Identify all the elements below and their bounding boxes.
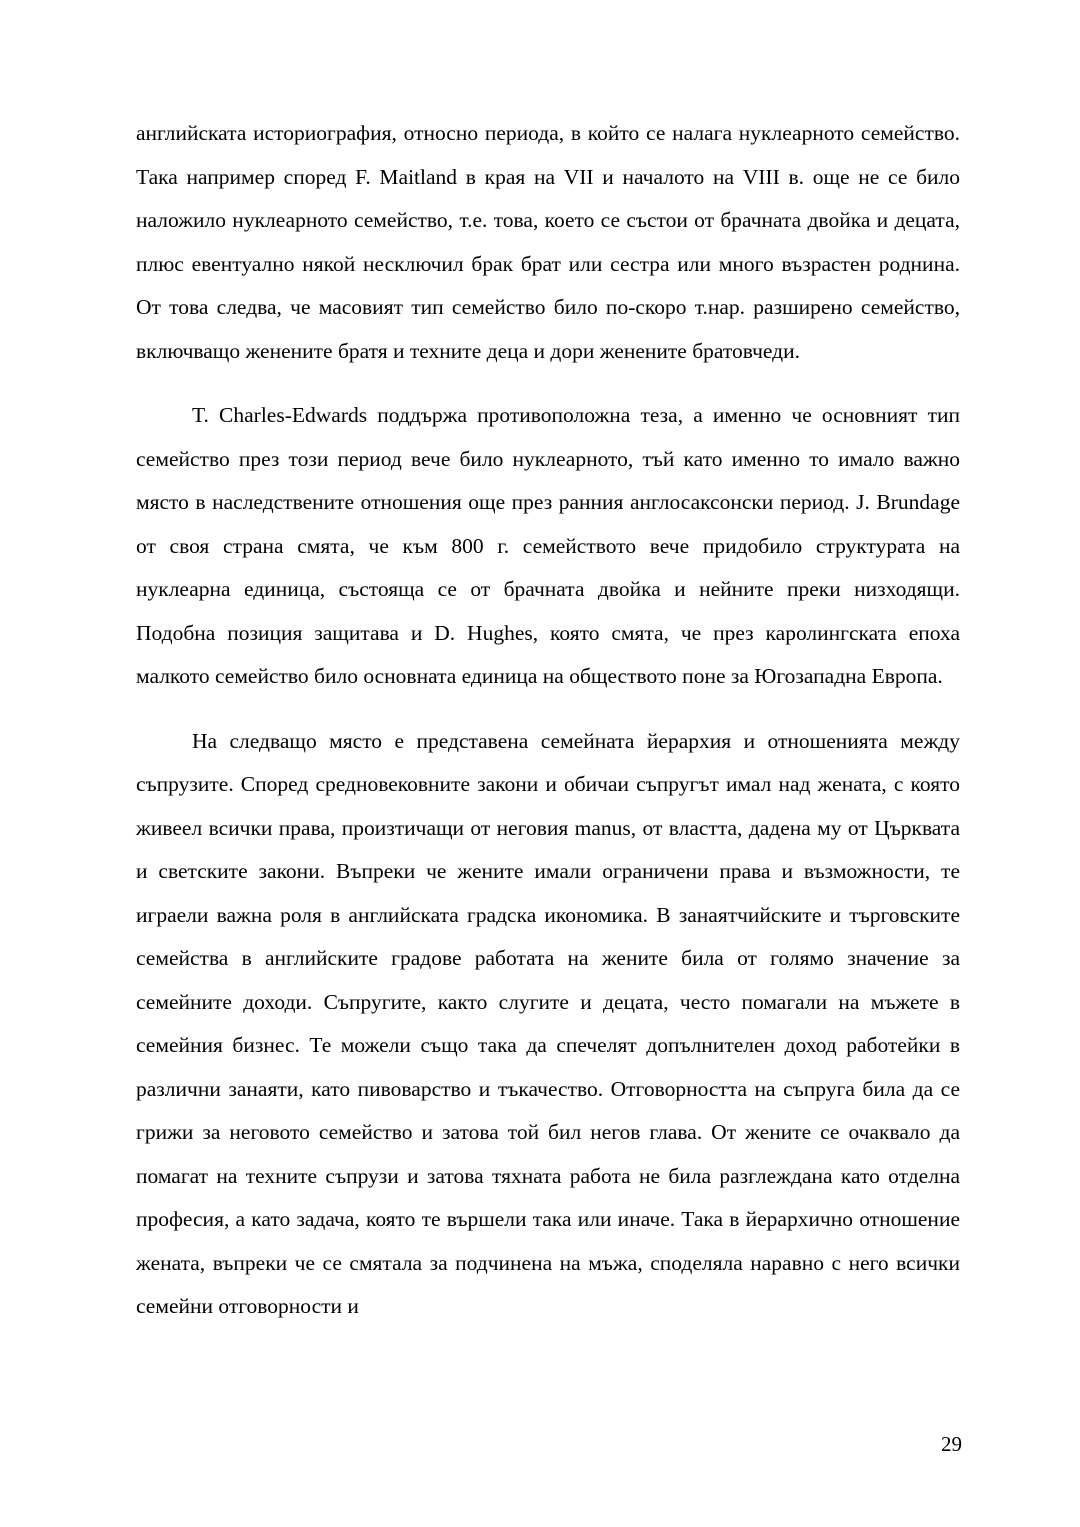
page-number: 29	[941, 1432, 962, 1456]
paragraph-1: английската историография, относно периода, в който се налага нуклеарното семейство. Така например според F. Maitland в края на VII и началото на VIII в. още не се било наложило нуклеарното семейство, т.е. това, което се състои от брачната двойка и децата, плюс евентуално някой несключил брак брат или сестра или много възрастен роднина. От това следва, че масовият тип семейство било по-скоро т.нар. разширено семейство, включващо женените братя и техните деца и дори женените братовчеди.	[136, 121, 960, 363]
paragraph-2: T. Charles-Edwards поддържа противоположна теза, а именно че основният тип семейство през този период вече било нуклеарното, тъй като именно то имало важно място в наследствените отношения още през ранния англосаксонски период. J. Brundage от своя страна смята, че към 800 г. семейството вече придобило структурата на нуклеарна единица, състояща се от брачната двойка и нейните преки низходящи. Подобна позиция защитава и D. Hughes, която смята, че през каролингската епоха малкото семейство било основната единица на обществото поне за Югозападна Европа.	[136, 403, 960, 688]
page-body-text	[136, 112, 960, 1329]
paragraph-3: На следващо място е представена семейната йерархия и отношенията между съпрузите. Според средновековните закони и обичаи съпругът имал над жената, с която живеел всички права, произтичащи от неговия manus, от властта, дадена му от Църквата и светските закони. Въпреки че жените имали ограничени права и възможности, те играели важна роля в английската градска икономика. В занаятчийските и търговските семейства в английските градове работата на жените била от голямо значение за семейните доходи. Съпругите, както слугите и децата, често помагали на мъжете в семейния бизнес. Те можели също така да спечелят допълнителен доход работейки в различни занаяти, като пивоварство и тъкачество. Отговорността на съпруга била да се грижи за неговото семейство и затова той бил негов глава. От жените се очаквало да помагат на техните съпрузи и затова тяхната работа не била разглеждана като отделна професия, а като задача, която те вършели така или иначе. Така в йерархично отношение жената, въпреки че се смятала за подчинена на мъжа, споделяла наравно с него всички семейни отговорности и	[136, 728, 960, 1318]
